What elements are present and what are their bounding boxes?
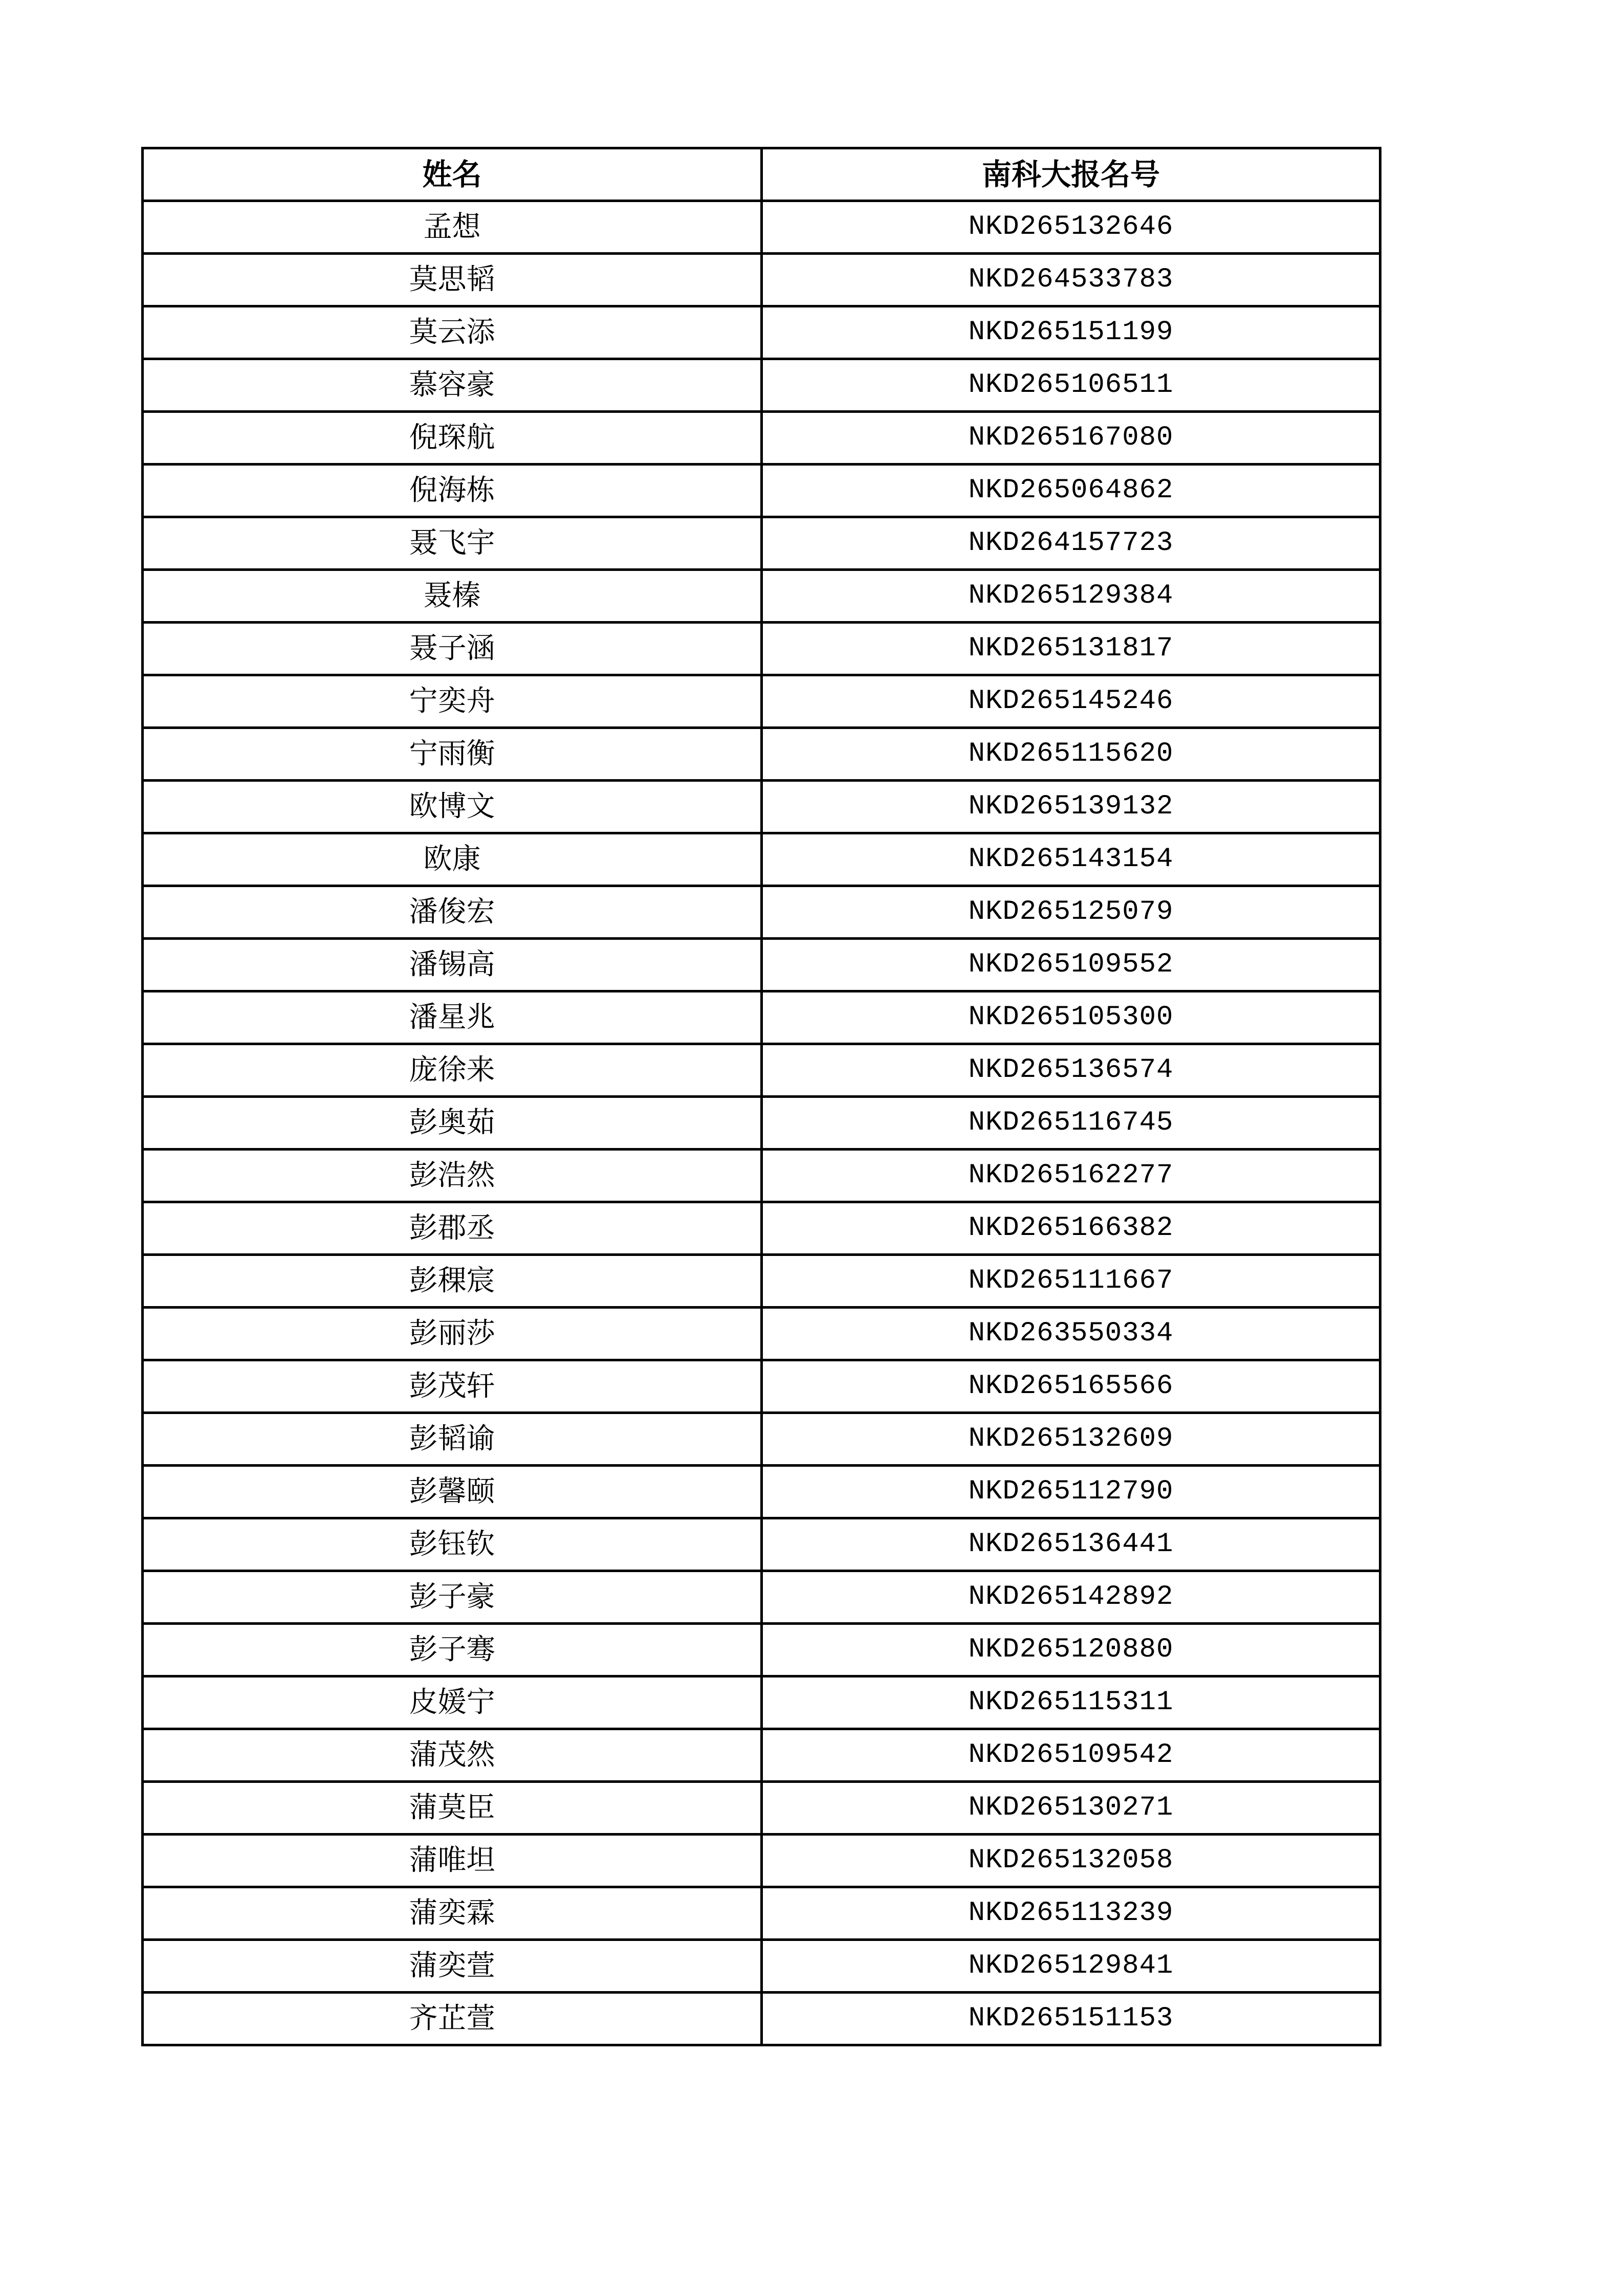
registration-number-cell: NKD263550334: [762, 1308, 1380, 1360]
table-row: [143, 1466, 1380, 1518]
registration-number-cell: NKD265115311: [762, 1676, 1380, 1729]
table-row: [143, 1940, 1380, 1993]
registration-number-cell: NKD265129384: [762, 570, 1380, 623]
table-row: [143, 1150, 1380, 1202]
table-row: [143, 991, 1380, 1044]
student-name-cell: 欧博文: [143, 781, 762, 833]
table-row: [143, 781, 1380, 833]
student-name-cell: 欧康: [143, 833, 762, 886]
table-row: [143, 1308, 1380, 1360]
registration-number-cell: NKD265130271: [762, 1782, 1380, 1835]
table-body: [143, 201, 1380, 2045]
registration-number-cell: NKD265136574: [762, 1044, 1380, 1097]
student-name-cell: 皮媛宁: [143, 1676, 762, 1729]
student-name-cell: 孟想: [143, 201, 762, 254]
student-name-cell: 宁雨衡: [143, 728, 762, 781]
registration-number-cell: NKD265166382: [762, 1202, 1380, 1255]
table-row: [143, 1255, 1380, 1308]
student-name-cell: 蒲莫臣: [143, 1782, 762, 1835]
table-row: [143, 1676, 1380, 1729]
table-row: [143, 833, 1380, 886]
table-header-row: [143, 148, 1380, 201]
registration-number-cell: NKD265139132: [762, 781, 1380, 833]
table-row: [143, 1518, 1380, 1571]
student-name-cell: 蒲奕霖: [143, 1887, 762, 1940]
registration-number-cell: NKD265165566: [762, 1360, 1380, 1413]
student-name-cell: 蒲茂然: [143, 1729, 762, 1782]
registration-number-cell: NKD265143154: [762, 833, 1380, 886]
student-name-cell: 彭稞宸: [143, 1255, 762, 1308]
table-row: [143, 1624, 1380, 1676]
student-name-cell: 聂飞宇: [143, 517, 762, 570]
column-header-name: 姓名: [143, 148, 762, 201]
student-name-cell: 莫云添: [143, 306, 762, 359]
student-name-cell: 彭馨颐: [143, 1466, 762, 1518]
table-row: [143, 306, 1380, 359]
table-row: [143, 254, 1380, 306]
column-header-registration-number: 南科大报名号: [762, 148, 1380, 201]
table-row: [143, 1413, 1380, 1466]
registration-number-cell: NKD265132646: [762, 201, 1380, 254]
student-name-cell: 潘星兆: [143, 991, 762, 1044]
student-name-cell: 蒲唯坦: [143, 1835, 762, 1887]
student-name-cell: 倪海栋: [143, 465, 762, 517]
student-name-cell: 彭子骞: [143, 1624, 762, 1676]
registration-number-cell: NKD265113239: [762, 1887, 1380, 1940]
student-name-cell: 彭浩然: [143, 1150, 762, 1202]
table-row: [143, 728, 1380, 781]
student-name-cell: 彭子豪: [143, 1571, 762, 1624]
table-row: [143, 886, 1380, 939]
table-row: [143, 1835, 1380, 1887]
table-row: [143, 1993, 1380, 2045]
table-row: [143, 675, 1380, 728]
student-name-cell: 莫思韬: [143, 254, 762, 306]
student-name-cell: 彭钰钦: [143, 1518, 762, 1571]
table-row: [143, 1097, 1380, 1150]
table-row: [143, 939, 1380, 991]
registration-number-cell: NKD265151153: [762, 1993, 1380, 2045]
table-row: [143, 1887, 1380, 1940]
registration-number-cell: NKD265064862: [762, 465, 1380, 517]
student-name-cell: 彭茂轩: [143, 1360, 762, 1413]
student-name-cell: 聂子涵: [143, 623, 762, 675]
registration-number-cell: NKD265116745: [762, 1097, 1380, 1150]
table-row: [143, 1044, 1380, 1097]
table-row: [143, 359, 1380, 412]
registration-number-cell: NKD265109552: [762, 939, 1380, 991]
table-row: [143, 1202, 1380, 1255]
registration-number-cell: NKD265131817: [762, 623, 1380, 675]
table-row: [143, 1782, 1380, 1835]
student-name-cell: 彭丽莎: [143, 1308, 762, 1360]
table-row: [143, 623, 1380, 675]
student-name-cell: 潘锡高: [143, 939, 762, 991]
student-name-cell: 彭奥茹: [143, 1097, 762, 1150]
registration-number-cell: NKD265136441: [762, 1518, 1380, 1571]
registration-number-cell: NKD264533783: [762, 254, 1380, 306]
table-row: [143, 1360, 1380, 1413]
registration-number-cell: NKD265162277: [762, 1150, 1380, 1202]
student-name-cell: 慕容豪: [143, 359, 762, 412]
registration-number-cell: NKD265120880: [762, 1624, 1380, 1676]
registration-number-cell: NKD265145246: [762, 675, 1380, 728]
registration-number-cell: NKD265142892: [762, 1571, 1380, 1624]
student-name-cell: 齐芷萱: [143, 1993, 762, 2045]
student-name-cell: 彭郡丞: [143, 1202, 762, 1255]
registration-number-cell: NKD265167080: [762, 412, 1380, 465]
table-row: [143, 1729, 1380, 1782]
registration-number-cell: NKD265112790: [762, 1466, 1380, 1518]
student-name-cell: 庞徐来: [143, 1044, 762, 1097]
registration-number-cell: NKD265125079: [762, 886, 1380, 939]
table-row: [143, 570, 1380, 623]
registration-number-cell: NKD265132609: [762, 1413, 1380, 1466]
table-row: [143, 517, 1380, 570]
registration-table: [141, 147, 1381, 2046]
table-row: [143, 412, 1380, 465]
table-row: [143, 201, 1380, 254]
student-name-cell: 聂榛: [143, 570, 762, 623]
student-name-cell: 宁奕舟: [143, 675, 762, 728]
registration-number-cell: NKD265115620: [762, 728, 1380, 781]
registration-number-cell: NKD265132058: [762, 1835, 1380, 1887]
registration-number-cell: NKD265111667: [762, 1255, 1380, 1308]
student-name-cell: 倪琛航: [143, 412, 762, 465]
table-row: [143, 1571, 1380, 1624]
registration-number-cell: NKD264157723: [762, 517, 1380, 570]
registration-number-cell: NKD265105300: [762, 991, 1380, 1044]
registration-number-cell: NKD265151199: [762, 306, 1380, 359]
table-row: [143, 465, 1380, 517]
student-name-cell: 潘俊宏: [143, 886, 762, 939]
registration-number-cell: NKD265109542: [762, 1729, 1380, 1782]
registration-number-cell: NKD265106511: [762, 359, 1380, 412]
student-name-cell: 彭韬谕: [143, 1413, 762, 1466]
student-name-cell: 蒲奕萱: [143, 1940, 762, 1993]
registration-number-cell: NKD265129841: [762, 1940, 1380, 1993]
